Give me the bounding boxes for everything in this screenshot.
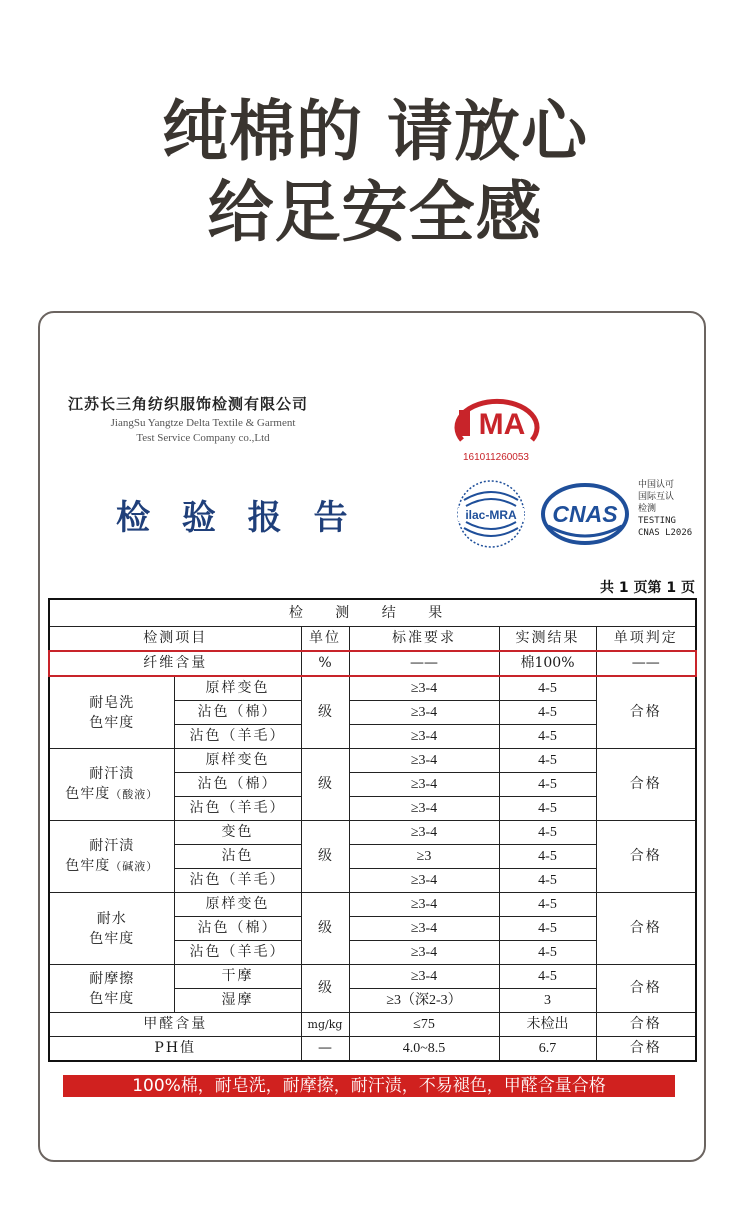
cnas-logo-icon: [540, 482, 630, 546]
sub-item: 沾色（羊毛）: [174, 725, 301, 749]
table-row: [49, 821, 696, 845]
group-name-line-1: 耐汗渍: [89, 766, 135, 782]
standard-value: ≥3-4: [349, 965, 499, 989]
standard-value: ≥3（深2-3）: [349, 989, 499, 1013]
test-group-name: [49, 893, 174, 965]
company-name-en-line-1: JiangSu Yangtze Delta Textile & Garment: [110, 417, 296, 429]
result-value: 4-5: [499, 869, 596, 893]
formaldehyde-item: 甲醛含量: [49, 1013, 301, 1037]
group-name-line-2-text: 色牢度: [89, 930, 135, 947]
standard-value: ≥3: [349, 845, 499, 869]
test-group-name: [49, 749, 174, 821]
company-name-en: [88, 416, 318, 446]
formaldehyde-row: [49, 1013, 696, 1037]
standard-value: ≥3-4: [349, 725, 499, 749]
ph-item: PH值: [49, 1037, 301, 1062]
cert-line: 中国认可: [638, 480, 675, 490]
group-verdict: 合格: [596, 749, 696, 821]
group-name-line-1: 耐摩擦: [89, 970, 135, 987]
table-row: [49, 965, 696, 989]
cert-line: 国际互认: [638, 492, 675, 502]
group-unit: 级: [301, 965, 349, 1013]
result-value: 4-5: [499, 749, 596, 773]
result-value: 4-5: [499, 725, 596, 749]
standard-value: ≥3-4: [349, 749, 499, 773]
cma-number: 161011260053: [463, 452, 529, 463]
sub-item: 沾色（棉）: [174, 773, 301, 797]
result-value: 3: [499, 989, 596, 1013]
ph-verdict: 合格: [596, 1037, 696, 1062]
group-name-line-2: [50, 856, 174, 877]
headline-line-2: 给足安全感: [207, 174, 543, 251]
group-name-line-1: 耐水: [96, 910, 127, 927]
results-table: [48, 598, 697, 1062]
standard-value: ≥3-4: [349, 797, 499, 821]
cert-line: CNAS L2026: [638, 528, 693, 538]
sub-item: 变色: [174, 821, 301, 845]
ph-row: [49, 1037, 696, 1062]
standard-value: ≥3-4: [349, 917, 499, 941]
fiber-standard: ——: [349, 651, 499, 676]
cert-line: 检测: [638, 504, 657, 514]
result-value: 4-5: [499, 773, 596, 797]
result-value: 4-5: [499, 676, 596, 701]
formaldehyde-unit: mg/kg: [301, 1013, 349, 1037]
test-group-name: [49, 676, 174, 749]
report-title: 检 验 报 告: [116, 498, 358, 538]
result-value: 4-5: [499, 797, 596, 821]
header-verdict: 单项判定: [596, 627, 696, 652]
ilac-text: ilac-MRA: [465, 508, 517, 522]
table-row: [49, 676, 696, 701]
standard-value: ≥3-4: [349, 869, 499, 893]
group-name-note: （碱液）: [110, 860, 159, 873]
sub-item: 沾色（棉）: [174, 917, 301, 941]
result-value: 4-5: [499, 821, 596, 845]
sub-item: 湿摩: [174, 989, 301, 1013]
group-verdict: 合格: [596, 821, 696, 893]
sub-item: 沾色: [174, 845, 301, 869]
company-name-cn: 江苏长三角纺织服饰检测有限公司: [68, 395, 309, 413]
result-value: 4-5: [499, 893, 596, 917]
group-name-note: （酸液）: [110, 788, 159, 801]
fiber-result: 棉100%: [499, 651, 596, 676]
sub-item: 沾色（羊毛）: [174, 797, 301, 821]
cma-text: MA: [478, 408, 526, 441]
cnas-text: CNAS: [552, 501, 618, 527]
cma-logo-icon: [452, 396, 542, 448]
group-name-line-2: [50, 713, 174, 733]
group-name-line-2-text: 色牢度: [65, 858, 111, 874]
standard-value: ≥3-4: [349, 773, 499, 797]
result-value: 4-5: [499, 965, 596, 989]
standard-value: ≥3-4: [349, 821, 499, 845]
result-value: 4-5: [499, 941, 596, 965]
header-standard: 标准要求: [349, 627, 499, 652]
ph-standard: 4.0~8.5: [349, 1037, 499, 1062]
standard-value: ≥3-4: [349, 893, 499, 917]
result-value: 4-5: [499, 701, 596, 725]
headline-line-1: 纯棉的 请放心: [162, 93, 588, 170]
standard-value: ≥3-4: [349, 676, 499, 701]
cert-text: [638, 479, 692, 539]
standard-value: ≥3-4: [349, 941, 499, 965]
fiber-unit: %: [301, 651, 349, 676]
sub-item: 沾色（羊毛）: [174, 869, 301, 893]
group-verdict: 合格: [596, 965, 696, 1013]
company-name-en-line-2: Test Service Company co.,Ltd: [136, 432, 270, 444]
result-value: 4-5: [499, 845, 596, 869]
fiber-content-row: [49, 651, 696, 676]
group-verdict: 合格: [596, 676, 696, 749]
summary-banner: 100%棉，耐皂洗，耐摩擦，耐汗渍，不易褪色，甲醛含量合格: [63, 1075, 675, 1097]
sub-item: 沾色（羊毛）: [174, 941, 301, 965]
fiber-verdict: ——: [596, 651, 696, 676]
sub-item: 原样变色: [174, 749, 301, 773]
standard-value: ≥3-4: [349, 701, 499, 725]
group-name-line-1: 耐皂洗: [89, 694, 135, 711]
group-name-line-2: [50, 989, 174, 1009]
sub-item: 干摩: [174, 965, 301, 989]
group-unit: 级: [301, 821, 349, 893]
header-item: 检测项目: [49, 627, 301, 652]
table-title: 检 测 结 果: [49, 599, 696, 627]
group-name-line-2-text: 色牢度: [89, 990, 135, 1007]
header-unit: 单位: [301, 627, 349, 652]
result-value: 4-5: [499, 917, 596, 941]
sub-item: 原样变色: [174, 676, 301, 701]
test-group-name: [49, 821, 174, 893]
group-name-line-2-text: 色牢度: [89, 714, 135, 731]
ilac-mra-logo-icon: [452, 478, 530, 550]
sub-item: 沾色（棉）: [174, 701, 301, 725]
test-group-name: [49, 965, 174, 1013]
ph-result: 6.7: [499, 1037, 596, 1062]
fiber-item: 纤维含量: [49, 651, 301, 676]
sub-item: 原样变色: [174, 893, 301, 917]
header-result: 实测结果: [499, 627, 596, 652]
group-verdict: 合格: [596, 893, 696, 965]
formaldehyde-standard: ≤75: [349, 1013, 499, 1037]
group-name-line-2: [50, 784, 174, 805]
group-name-line-1: 耐汗渍: [89, 838, 135, 854]
page-info: 共 1 页第 1 页: [600, 580, 695, 596]
group-unit: 级: [301, 893, 349, 965]
group-name-line-2-text: 色牢度: [65, 786, 111, 802]
group-name-line-2: [50, 929, 174, 949]
cert-line: TESTING: [638, 516, 676, 526]
table-row: [49, 893, 696, 917]
formaldehyde-verdict: 合格: [596, 1013, 696, 1037]
group-unit: 级: [301, 749, 349, 821]
group-unit: 级: [301, 676, 349, 749]
formaldehyde-result: 未检出: [499, 1013, 596, 1037]
ph-unit: —: [301, 1037, 349, 1062]
table-row: [49, 749, 696, 773]
